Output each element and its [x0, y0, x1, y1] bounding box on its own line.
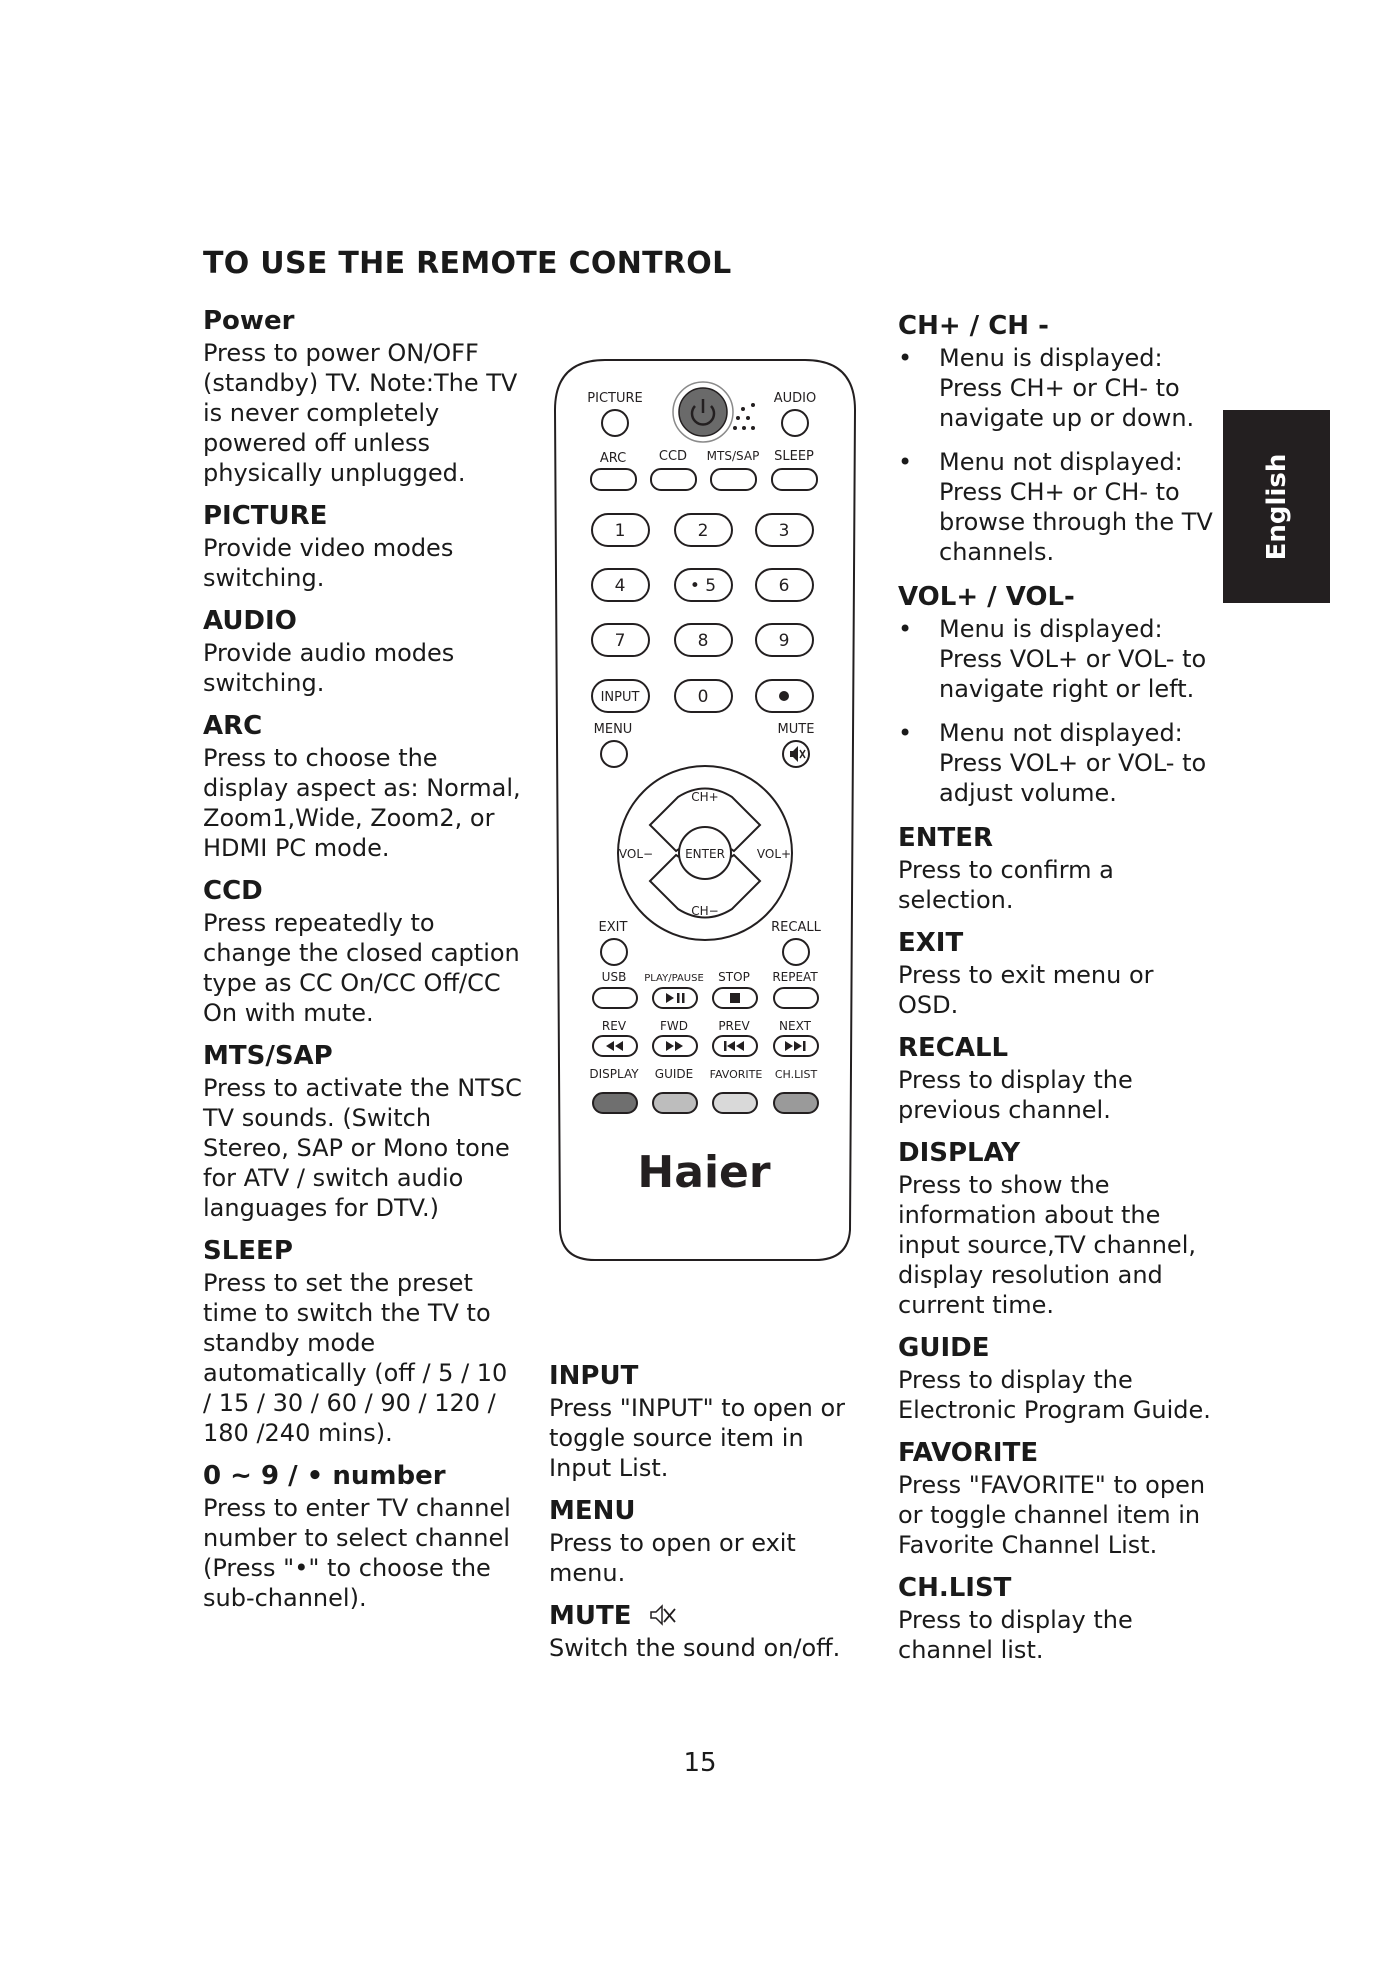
middle-column	[549, 1360, 869, 1675]
entry-text: Provide audio modes switching.	[203, 639, 455, 697]
entry-title: CCD	[203, 876, 263, 906]
entry-title: FAVORITE	[898, 1438, 1039, 1468]
digit-8-label: 8	[697, 631, 709, 651]
entry-title: RECALL	[898, 1033, 1009, 1063]
dot-icon	[779, 691, 789, 701]
sleep-label: SLEEP	[774, 449, 814, 464]
bullet-item	[898, 718, 1218, 808]
mts-sap-label: MTS/SAP	[706, 449, 760, 463]
mts-sap-button[interactable]	[711, 469, 756, 490]
entry-title: CH.LIST	[898, 1573, 1012, 1603]
right-column	[898, 310, 1218, 1677]
language-tab	[1223, 410, 1330, 603]
entry-enter	[898, 822, 1218, 915]
ccd-label: CCD	[658, 449, 688, 464]
entry-title: Power	[203, 306, 295, 336]
remote-illustration	[550, 355, 860, 1279]
entry-text: Press to choose the display aspect as: Normal, Zoom1,Wide, Zoom2, or HDMI PC mode.	[203, 744, 521, 862]
usb-button[interactable]	[593, 988, 637, 1008]
language-tab-label: English	[1261, 453, 1292, 560]
stop-icon	[730, 993, 740, 1003]
bullet-mark: •	[898, 719, 913, 747]
left-column	[203, 305, 523, 1625]
fwd-label: FWD	[659, 1019, 689, 1033]
entry-title: GUIDE	[898, 1333, 990, 1363]
favorite-button[interactable]	[713, 1093, 757, 1113]
digit-5-label: • 5	[689, 576, 717, 596]
brand-logo: Haier	[637, 1147, 771, 1198]
entry-menu	[549, 1495, 869, 1588]
entry-title: MUTE	[549, 1601, 632, 1631]
stop-label: STOP	[718, 970, 750, 984]
digit-3-label: 3	[778, 521, 790, 541]
entry-picture	[203, 500, 523, 593]
entry-power	[203, 305, 523, 488]
entry-text: Press to display the channel list.	[898, 1606, 1133, 1664]
exit-button[interactable]	[601, 939, 627, 965]
entry-mute	[549, 1600, 869, 1663]
entry-text: Press to set the preset time to switch the TV to standby mode automatically (off / 5 / 10 / 15 / 30 / 60 / 90 / 120 / 180 /240 mins).	[203, 1269, 508, 1447]
bullet-text: Menu is displayed: Press VOL+ or VOL- to navigate right or left.	[939, 615, 1207, 703]
entry-vol	[898, 581, 1218, 808]
entry-sleep	[203, 1235, 523, 1448]
digit-9-label: 9	[778, 631, 790, 651]
bullet-item	[898, 614, 1218, 704]
remote-drawing	[550, 355, 860, 1275]
entry-title: VOL+ / VOL-	[898, 582, 1075, 612]
rev-label: REV	[601, 1019, 627, 1033]
usb-label: USB	[601, 970, 627, 984]
arc-button[interactable]	[591, 469, 636, 490]
entry-audio	[203, 605, 523, 698]
repeat-label: REPEAT	[772, 970, 818, 984]
vol-up-label: VOL+	[756, 847, 792, 861]
digit-0-label: 0	[697, 687, 709, 707]
guide-label: GUIDE	[654, 1067, 694, 1081]
arc-label: ARC	[599, 451, 627, 466]
play-pause-button[interactable]	[653, 988, 697, 1008]
display-label: DISPLAY	[589, 1067, 639, 1081]
entry-text: Switch the sound on/off.	[549, 1634, 841, 1662]
entry-text: Press to display the Electronic Program Guide.	[898, 1366, 1211, 1424]
chlist-button[interactable]	[774, 1093, 818, 1113]
entry-arc	[203, 710, 523, 863]
favorite-label: FAVORITE	[709, 1068, 763, 1081]
bullet-item	[898, 447, 1218, 567]
entry-title: PICTURE	[203, 501, 328, 531]
entry-text: Press to show the information about the input source,TV channel, display resolution and current time.	[898, 1171, 1196, 1319]
play-pause-icon-bar	[677, 993, 680, 1003]
entry-text: Press to enter TV channel number to select channel (Press "•" to choose the sub-channel).	[203, 1494, 511, 1612]
entry-title: AUDIO	[203, 606, 297, 636]
entry-favorite	[898, 1437, 1218, 1560]
mute-label: MUTE	[777, 722, 815, 737]
entry-ccd	[203, 875, 523, 1028]
entry-title: SLEEP	[203, 1236, 293, 1266]
entry-ch	[898, 310, 1218, 567]
bullet-mark: •	[898, 448, 913, 476]
digit-7-label: 7	[614, 631, 626, 651]
entry-recall	[898, 1032, 1218, 1125]
repeat-button[interactable]	[774, 988, 818, 1008]
ccd-button[interactable]	[651, 469, 696, 490]
play-pause-icon-bar	[682, 993, 685, 1003]
guide-button[interactable]	[653, 1093, 697, 1113]
entry-title: DISPLAY	[898, 1138, 1021, 1168]
entry-title: 0 ~ 9 / • number	[203, 1461, 446, 1491]
sleep-button[interactable]	[772, 469, 817, 490]
menu-button[interactable]	[601, 741, 627, 767]
entry-title: EXIT	[898, 928, 964, 958]
entry-text: Press to power ON/OFF (standby) TV. Note:The TV is never completely powered off unless physically unplugged.	[203, 339, 518, 487]
bullet-mark: •	[898, 615, 913, 643]
entry-mts-sap	[203, 1040, 523, 1223]
entry-title: MENU	[549, 1496, 636, 1526]
ch-up-label: CH+	[691, 790, 719, 804]
play-pause-label: PLAY/PAUSE	[644, 973, 704, 984]
entry-title-row	[549, 1600, 869, 1632]
entry-title: ENTER	[898, 823, 994, 853]
menu-label: MENU	[593, 722, 633, 737]
entry-number	[203, 1460, 523, 1613]
next-label: NEXT	[779, 1019, 811, 1033]
picture-button[interactable]	[602, 410, 628, 436]
bullet-text: Menu not displayed: Press VOL+ or VOL- to adjust volume.	[939, 719, 1207, 807]
enter-label: ENTER	[685, 847, 725, 861]
entry-text: Provide video modes switching.	[203, 534, 454, 592]
entry-text: Press to open or exit menu.	[549, 1529, 796, 1587]
entry-text: Press to activate the NTSC TV sounds. (Switch Stereo, SAP or Mono tone for ATV / switch audio languages for DTV.)	[203, 1074, 522, 1222]
chlist-label: CH.LIST	[774, 1068, 818, 1081]
input-label: INPUT	[600, 690, 640, 705]
recall-label: RECALL	[771, 920, 821, 935]
entry-text: Press to confirm a selection.	[898, 856, 1114, 914]
digit-6-label: 6	[778, 576, 790, 596]
digit-1-label: 1	[614, 521, 626, 541]
entry-title: ARC	[203, 711, 263, 741]
mute-icon	[649, 1603, 677, 1627]
entry-text: Press repeatedly to change the closed caption type as CC On/CC Off/CC On with mute.	[203, 909, 520, 1027]
entry-title: INPUT	[549, 1361, 639, 1391]
entry-input	[549, 1360, 869, 1483]
entry-text: Press "FAVORITE" to open or toggle channel item in Favorite Channel List.	[898, 1471, 1206, 1559]
audio-button[interactable]	[782, 410, 808, 436]
bullet-text: Menu not displayed: Press CH+ or CH- to browse through the TV channels.	[939, 448, 1213, 566]
entry-title: MTS/SAP	[203, 1041, 333, 1071]
bullet-text: Menu is displayed: Press CH+ or CH- to navigate up or down.	[939, 344, 1195, 432]
vol-down-label: VOL−	[618, 847, 654, 861]
page-title: TO USE THE REMOTE CONTROL	[203, 246, 732, 281]
entry-title: CH+ / CH -	[898, 311, 1049, 341]
entry-text: Press to exit menu or OSD.	[898, 961, 1154, 1019]
entry-text: Press to display the previous channel.	[898, 1066, 1133, 1124]
page-number: 15	[683, 1748, 717, 1778]
digit-2-label: 2	[697, 521, 709, 541]
recall-button[interactable]	[783, 939, 809, 965]
display-button[interactable]	[593, 1093, 637, 1113]
audio-label: AUDIO	[773, 391, 817, 406]
direction-pad	[618, 766, 792, 940]
bullet-mark: •	[898, 344, 913, 372]
entry-exit	[898, 927, 1218, 1020]
digit-4-label: 4	[614, 576, 626, 596]
ch-down-label: CH−	[691, 904, 719, 918]
bullet-item	[898, 343, 1218, 433]
entry-display	[898, 1137, 1218, 1320]
exit-label: EXIT	[598, 920, 628, 935]
picture-label: PICTURE	[587, 391, 643, 406]
entry-chlist	[898, 1572, 1218, 1665]
prev-label: PREV	[718, 1019, 750, 1033]
entry-text: Press "INPUT" to open or toggle source item in Input List.	[549, 1394, 846, 1482]
entry-guide	[898, 1332, 1218, 1425]
